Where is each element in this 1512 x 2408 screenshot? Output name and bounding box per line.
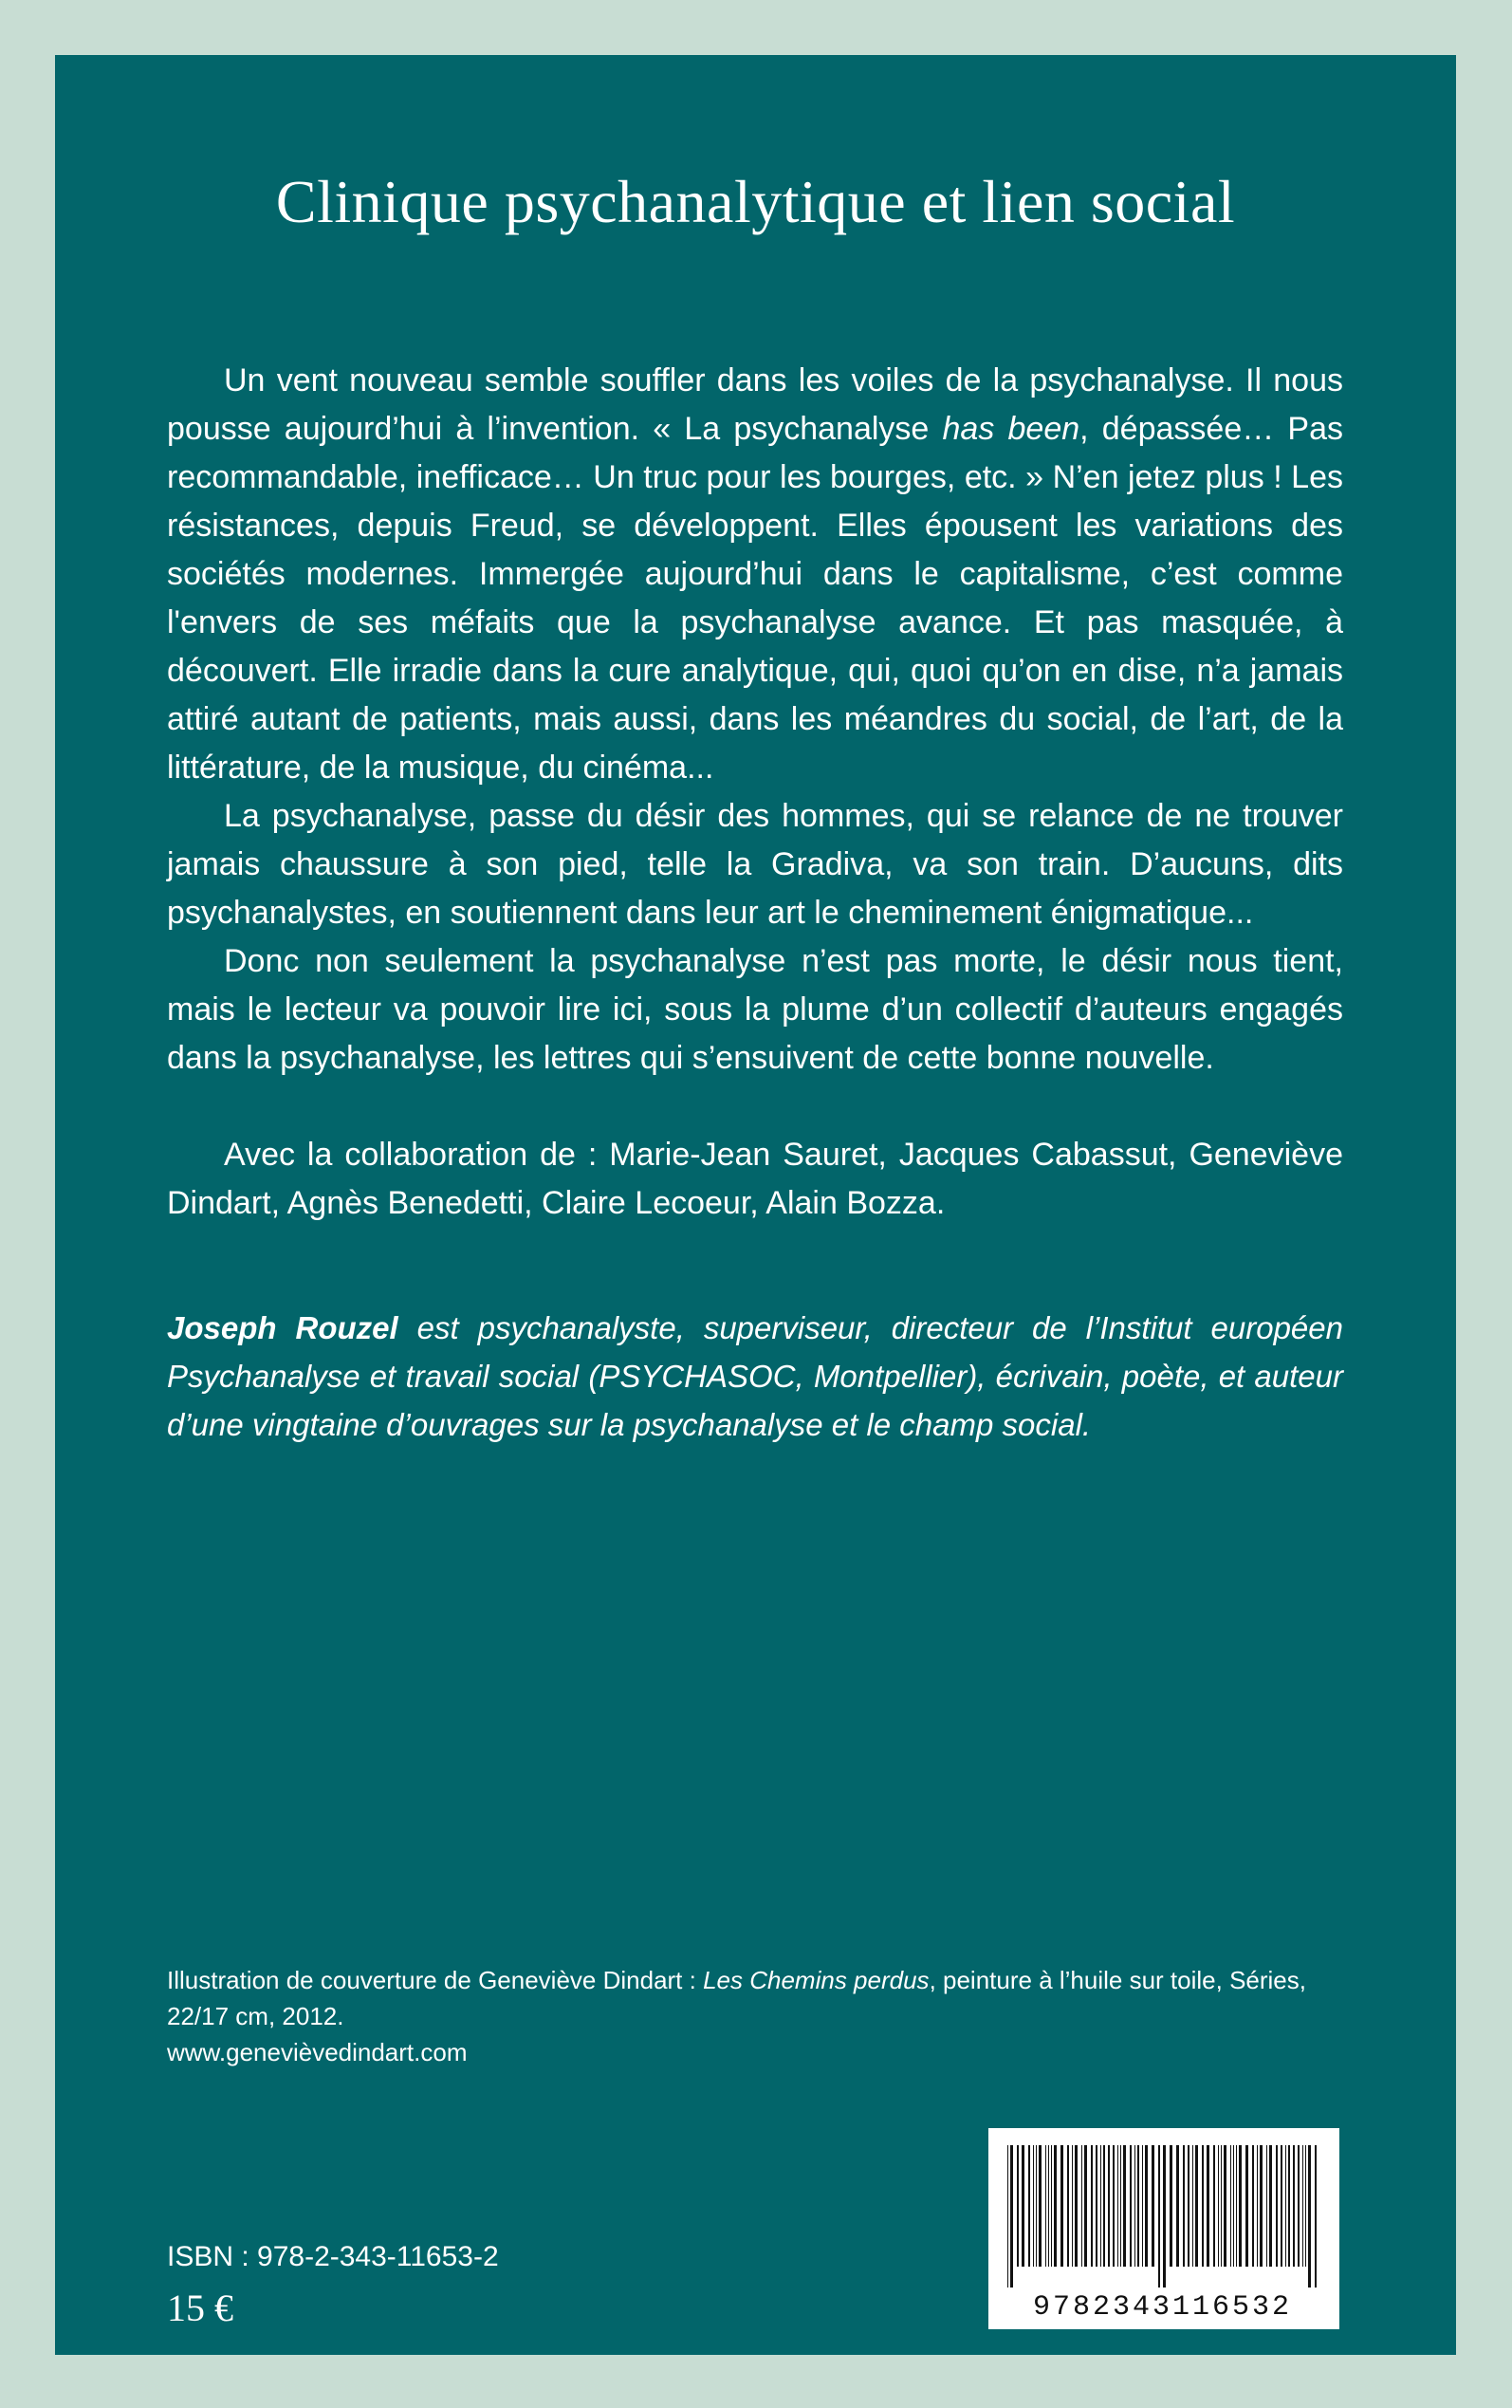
barcode — [988, 2128, 1339, 2329]
barcode-bar — [1072, 2145, 1073, 2267]
barcode-bar — [1100, 2145, 1101, 2267]
barcode-bars — [1002, 2145, 1324, 2288]
barcode-bar — [1288, 2145, 1290, 2267]
barcode-bar — [1252, 2145, 1254, 2267]
barcode-bar — [1103, 2145, 1105, 2267]
barcode-bar — [1236, 2145, 1237, 2267]
book-title: Clinique psychanalytique et lien social — [275, 168, 1236, 235]
barcode-bar — [1120, 2145, 1121, 2267]
barcode-bar — [1152, 2145, 1154, 2267]
barcode-bar — [1081, 2145, 1082, 2267]
barcode-bar — [1017, 2145, 1019, 2267]
barcode-bar — [1091, 2145, 1093, 2267]
barcode-bar — [1218, 2145, 1219, 2267]
price: 15 € — [167, 2287, 233, 2329]
barcode-bar — [1113, 2145, 1115, 2267]
barcode-bar — [1158, 2145, 1160, 2288]
illustration-credits — [167, 1962, 1343, 2070]
barcode-bar — [1145, 2145, 1148, 2267]
main-text — [167, 357, 1343, 1449]
barcode-bar — [1054, 2145, 1057, 2267]
barcode-bar — [1170, 2145, 1172, 2267]
barcode-bar — [1142, 2145, 1143, 2267]
collaborators: Avec la collaboration de : Marie-Jean Sauret, Jacques Cabassut, Geneviève Dindart, Agnès Benedetti, Claire Lecoeur, Alain Bozza. — [167, 1137, 1343, 1221]
barcode-bar — [1207, 2145, 1209, 2267]
barcode-bar — [1048, 2145, 1049, 2267]
barcode-bar — [1067, 2145, 1069, 2267]
barcode-bar — [1108, 2145, 1110, 2267]
barcode-bar — [1192, 2145, 1193, 2267]
barcode-bar — [1305, 2145, 1306, 2267]
barcode-bar — [1123, 2145, 1126, 2267]
barcode-bar — [1315, 2145, 1317, 2288]
barcode-bar — [1276, 2145, 1278, 2267]
barcode-bar — [1302, 2145, 1303, 2267]
artwork-title: Les Chemins perdus — [703, 1966, 930, 1994]
barcode-bar — [1137, 2145, 1139, 2267]
barcode-bar — [1202, 2145, 1204, 2267]
isbn: ISBN : 978-2-343-11653-2 — [167, 2241, 499, 2272]
barcode-bar — [1195, 2145, 1198, 2267]
paragraph-1 — [167, 357, 1343, 792]
barcode-bar — [1293, 2145, 1295, 2267]
barcode-bar — [1033, 2145, 1034, 2267]
barcode-bar — [1176, 2145, 1179, 2267]
barcode-bar — [1285, 2145, 1286, 2267]
barcode-bar — [1224, 2145, 1226, 2267]
barcode-bar — [1281, 2145, 1282, 2267]
barcode-bar — [1245, 2145, 1248, 2267]
paragraph-2: La psychanalyse, passe du désir des hommes, qui se relance de ne trouver jamais chaussure à son pied, telle la Gradiva, va son train. D’aucuns, dits psychanalystes, en soutiennent dans leur art le cheminement énigmatique... — [167, 798, 1343, 931]
barcode-bar — [1045, 2145, 1046, 2267]
barcode-bar — [1022, 2145, 1024, 2267]
back-cover — [55, 55, 1456, 2355]
barcode-bar — [1221, 2145, 1222, 2267]
barcode-bar — [1039, 2145, 1042, 2267]
bio-text: est psychanalyste, superviseur, directeur de l’Institut européen Psychanalyse et travail social (PSYCHASOC, Montpellier), écrivain, poète, et auteur d’une vingtaine d’ouvrages sur la psychanalyse et le champ social. — [167, 1310, 1343, 1442]
italic-text: has been — [942, 411, 1080, 447]
paragraph-3: Donc non seulement la psychanalyse n’est pas morte, le désir nous tient, mais le lecteur va pouvoir lire ici, sous la plume d’un collectif d’auteurs engagés dans la psychanalyse, les lettres qui s’ensuivent de cette bonne nouvelle. — [167, 943, 1343, 1076]
author-name: Joseph Rouzel — [167, 1310, 398, 1345]
blurb — [167, 357, 1343, 1228]
barcode-bar — [1266, 2145, 1267, 2267]
author-bio — [167, 1304, 1343, 1449]
text: Un vent nouveau semble souffler dans les voiles de la psychanalyse. Il nous pousse aujourd’hui à l’invention. « La psychanalyse — [167, 362, 1343, 447]
barcode-bar — [1233, 2145, 1234, 2267]
barcode-bar — [1130, 2145, 1132, 2267]
barcode-bar — [1163, 2145, 1166, 2288]
barcode-bar — [1036, 2145, 1037, 2267]
barcode-bar — [1007, 2145, 1008, 2288]
barcode-bar — [1183, 2145, 1185, 2267]
barcode-bar — [1084, 2145, 1087, 2267]
barcode-bar — [1257, 2145, 1258, 2267]
barcode-bar — [1010, 2145, 1013, 2288]
website: www.genevièvedindart.com — [167, 2038, 468, 2066]
barcode-bar — [1060, 2145, 1063, 2267]
barcode-bar — [1075, 2145, 1078, 2267]
barcode-bar — [1269, 2145, 1272, 2267]
barcode-bar — [1260, 2145, 1263, 2267]
credit-suffix: , peinture à l’huile sur toile, Séries, 22/17 cm, 2012. — [167, 1966, 1306, 2030]
barcode-bar — [1051, 2145, 1052, 2267]
barcode-bar — [1188, 2145, 1189, 2267]
barcode-bar — [1298, 2145, 1300, 2267]
barcode-bar — [1028, 2145, 1030, 2267]
barcode-bar — [1230, 2145, 1231, 2267]
barcode-bar — [1134, 2145, 1135, 2267]
barcode-bar — [1213, 2145, 1215, 2267]
barcode-bar — [1117, 2145, 1118, 2267]
barcode-bar — [1239, 2145, 1242, 2267]
barcode-number: 9782343116532 — [1032, 2291, 1293, 2324]
barcode-bar — [1308, 2145, 1311, 2288]
credit-prefix: Illustration de couverture de Geneviève Dindart : — [167, 1966, 704, 1994]
text: , dépassée… Pas recommandable, inefficace… Un truc pour les bourges, etc. » N’en jetez plus ! Les résistances, depuis Freud, se développent. Elles épousent les variations des sociétés modernes. Immergée aujourd’hui dans le capitalisme, c’est comme l'envers de ses méfaits que la psychanalyse avance. Et pas masquée, à découvert. Elle irradie dans la cure analytique, qui, quoi qu’on en dise, n’a jamais attiré autant de patients, mais aussi, dans les méandres du social, de l’art, de la littérature, de la musique, du cinéma... — [167, 411, 1343, 786]
barcode-bar — [1096, 2145, 1097, 2267]
